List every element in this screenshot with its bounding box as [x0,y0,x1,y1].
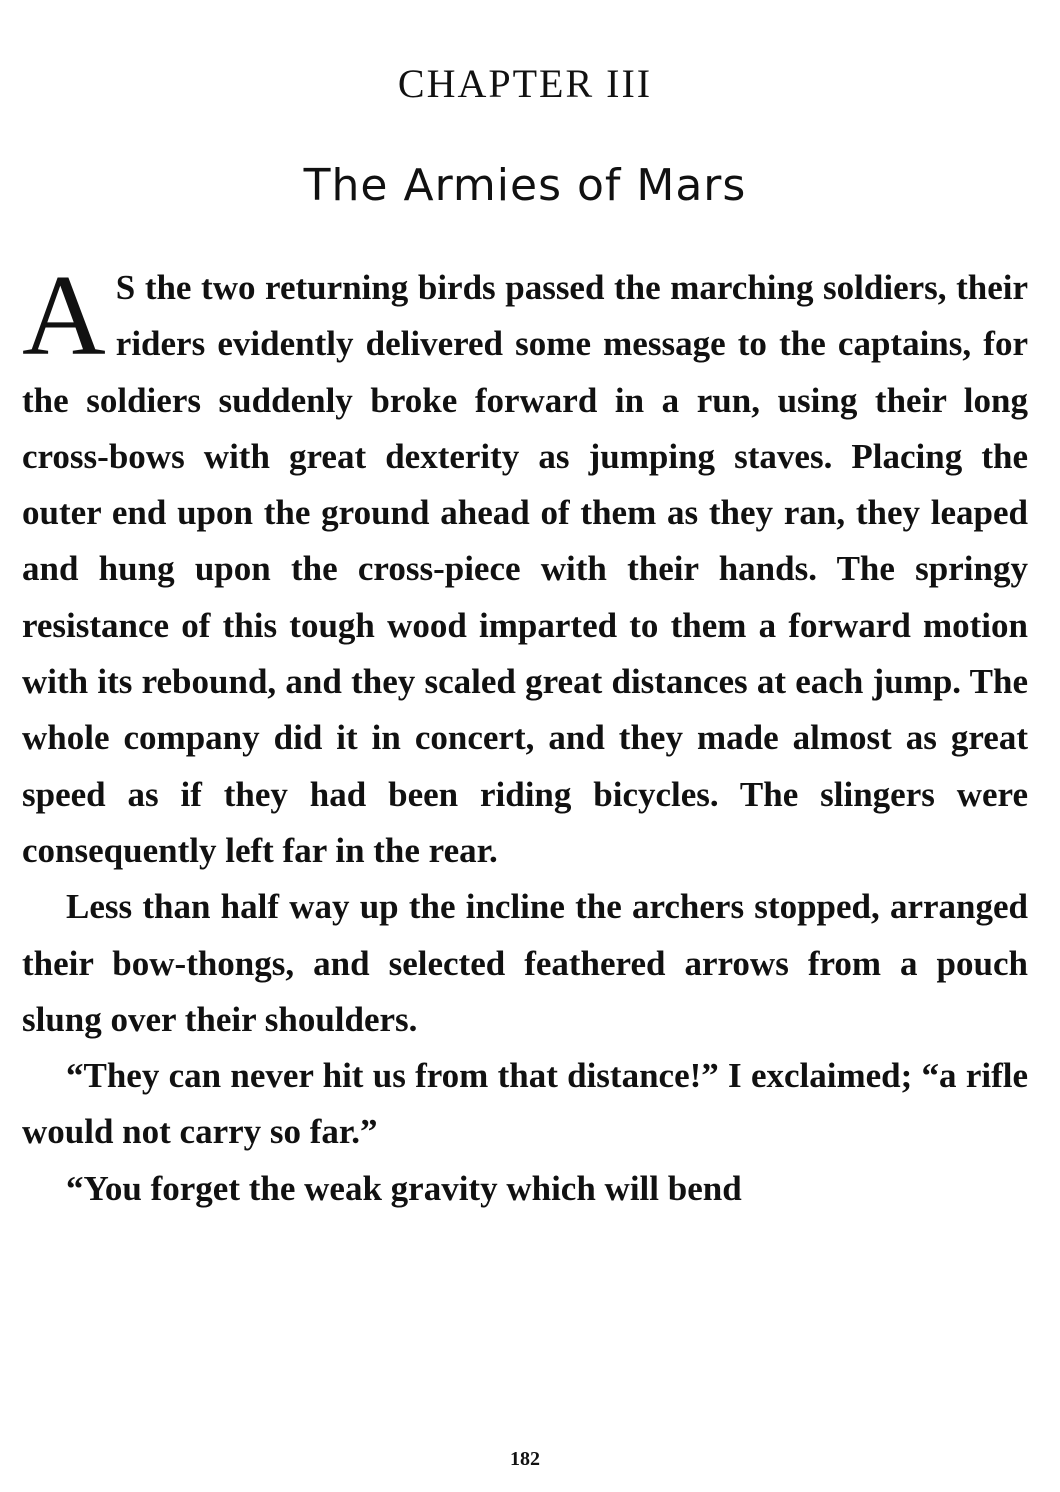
paragraph-1-text: S the two returning birds passed the marching soldiers, their riders evidently delivered some message to the captains, for the soldiers suddenly broke forward in a run, using their long cross-bows with great dexterity as jumping staves. Placing the outer end upon the ground ahead of them as they ran, they leaped and hung upon the cross-piece with their hands. The springy resistance of this tough wood imparted to them a forward motion with its rebound, and they scaled great distances at each jump. The whole company did it in concert, and they made almost as great speed as if they had been riding bicycles. The slingers were consequently left far in the rear. [22,268,1028,870]
paragraph-1 [22,252,1028,879]
drop-cap: A [22,252,106,380]
book-page [22,0,1028,1492]
chapter-title: The Armies of Mars [303,160,747,211]
paragraph-4: “You forget the weak gravity which will bend [66,1168,742,1208]
body-text [22,252,1028,1217]
paragraph-3: “They can never hit us from that distance!” I exclaimed; “a rifle would not carry so far.” [22,1056,1028,1152]
page-number: 182 [510,1448,540,1470]
chapter-heading: CHAPTER III [397,61,653,106]
paragraph-2: Less than half way up the incline the archers stopped, arranged their bow-thongs, and selected feathered arrows from a pouch slung over their shoulders. [22,887,1028,1039]
